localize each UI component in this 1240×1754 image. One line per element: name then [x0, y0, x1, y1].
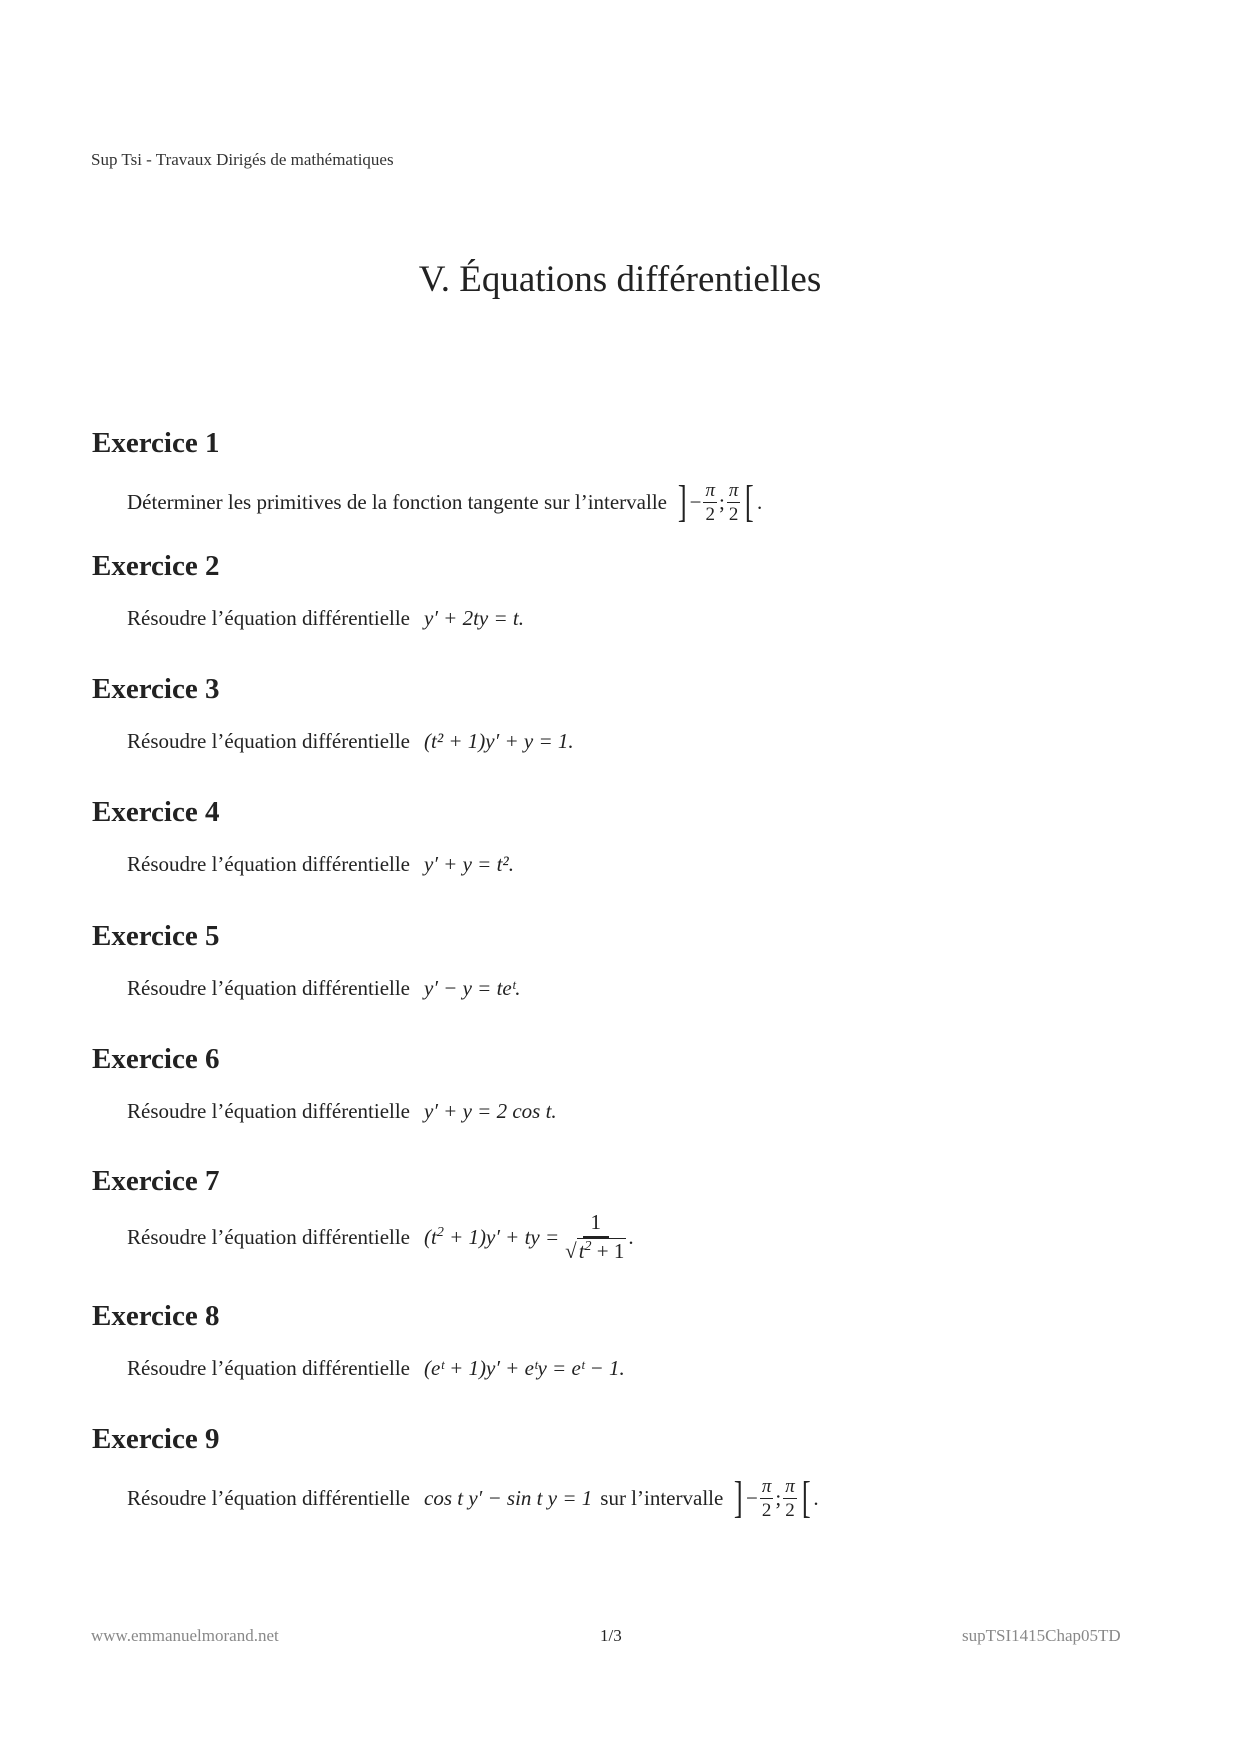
fraction-pi-over-2: [727, 481, 741, 524]
period: .: [628, 1225, 634, 1249]
exercise-statement: [127, 603, 1152, 633]
interval-label: sur l’intervalle: [600, 1486, 724, 1510]
interval-math: [731, 1473, 819, 1522]
exercise-heading: Exercice 1: [92, 427, 220, 459]
exponent: 2: [584, 1239, 592, 1254]
semicolon: ;: [719, 490, 725, 514]
denominator: 2: [728, 503, 739, 525]
equation: [424, 1212, 634, 1262]
statement-text: Résoudre l’équation différentielle: [127, 1099, 411, 1123]
footer-website: www.emmanuelmorand.net: [91, 1626, 279, 1645]
exercise-1: [92, 426, 1152, 524]
exercise-8: [92, 1299, 1152, 1383]
equation-lhs: [424, 1222, 559, 1252]
equation: y′ − y = teᵗ.: [424, 976, 521, 1000]
numerator: π: [705, 479, 716, 501]
sqrt-symbol: √: [565, 1239, 577, 1263]
denominator: [565, 1238, 626, 1262]
running-head: Sup Tsi - Travaux Dirigés de mathématiques: [91, 150, 394, 169]
exponent: 2: [436, 1225, 444, 1240]
equation: cos t y′ − sin t y = 1: [424, 1486, 593, 1510]
statement-text: Résoudre l’équation différentielle: [127, 1356, 411, 1380]
equation: y′ + y = t².: [424, 852, 514, 876]
exercise-heading: Exercice 8: [92, 1300, 220, 1332]
exercise-heading: Exercice 2: [92, 550, 220, 582]
exercise-statement: [127, 973, 1152, 1003]
exercise-heading: Exercice 7: [92, 1165, 220, 1197]
page-number: 1/3: [600, 1626, 622, 1645]
equation: (t² + 1)y′ + y = 1.: [424, 729, 574, 753]
close-bracket: [: [801, 1473, 811, 1522]
radicand: [577, 1238, 627, 1263]
exercise-heading: Exercice 3: [92, 673, 220, 705]
statement-text: Déterminer les primitives de la fonction tangente sur l’intervalle: [127, 490, 667, 514]
document-id: supTSI1415Chap05TD: [962, 1626, 1121, 1645]
fraction-one-over-sqrt: [565, 1212, 626, 1262]
exercise-5: [92, 919, 1152, 1003]
lhs-rest: + 1)y′ + ty =: [443, 1225, 560, 1249]
statement-text: Résoudre l’équation différentielle: [127, 1486, 411, 1510]
exercise-3: [92, 672, 1152, 756]
exercise-heading: Exercice 5: [92, 920, 220, 952]
exercise-statement: [127, 477, 1152, 526]
page-title: V. Équations différentielles: [418, 259, 822, 300]
equation: y′ + y = 2 cos t.: [424, 1099, 557, 1123]
exercise-4: [92, 795, 1152, 879]
exercise-heading: Exercice 9: [92, 1423, 220, 1455]
fraction-pi-over-2: [783, 1477, 797, 1520]
statement-text: Résoudre l’équation différentielle: [127, 606, 411, 630]
numerator: π: [785, 1475, 795, 1497]
statement-text: Résoudre l’équation différentielle: [127, 1225, 411, 1249]
exercise-2: [92, 549, 1152, 633]
numerator: π: [761, 1475, 772, 1497]
open-bracket: ]: [734, 1473, 744, 1522]
exercise-statement: [127, 726, 1152, 756]
radicand-rest: + 1: [591, 1239, 625, 1263]
exercise-statement: [127, 1473, 1152, 1522]
exercise-statement: [127, 849, 1152, 879]
equation: (eᵗ + 1)y′ + eᵗy = eᵗ − 1.: [424, 1356, 625, 1380]
period: .: [813, 1486, 819, 1510]
exercise-statement: [127, 1353, 1152, 1383]
interval-math: [675, 477, 763, 526]
period: .: [757, 490, 763, 514]
denominator: 2: [761, 1499, 772, 1521]
numerator: π: [728, 479, 739, 501]
radicand-t: t: [578, 1239, 585, 1263]
numerator: 1: [583, 1212, 610, 1238]
minus-sign: −: [689, 490, 702, 514]
statement-text: Résoudre l’équation différentielle: [127, 729, 411, 753]
minus-sign: −: [745, 1486, 758, 1510]
open-bracket: ]: [677, 477, 687, 526]
fraction-pi-over-2: [760, 1477, 774, 1520]
statement-text: Résoudre l’équation différentielle: [127, 976, 411, 1000]
exercise-statement: [127, 1096, 1152, 1126]
semicolon: ;: [775, 1486, 782, 1510]
exercise-7: [92, 1164, 1152, 1262]
equation: y′ + 2ty = t.: [424, 606, 525, 630]
exercise-9: [92, 1422, 1152, 1520]
denominator: 2: [705, 503, 715, 525]
statement-text: Résoudre l’équation différentielle: [127, 852, 411, 876]
close-bracket: [: [745, 477, 755, 526]
lhs-open: (t: [424, 1225, 437, 1249]
exercise-heading: Exercice 6: [92, 1043, 220, 1075]
exercise-statement: [127, 1212, 1152, 1262]
fraction-pi-over-2: [703, 481, 717, 524]
denominator: 2: [785, 1499, 795, 1521]
exercise-6: [92, 1042, 1152, 1126]
exercise-heading: Exercice 4: [92, 796, 220, 828]
